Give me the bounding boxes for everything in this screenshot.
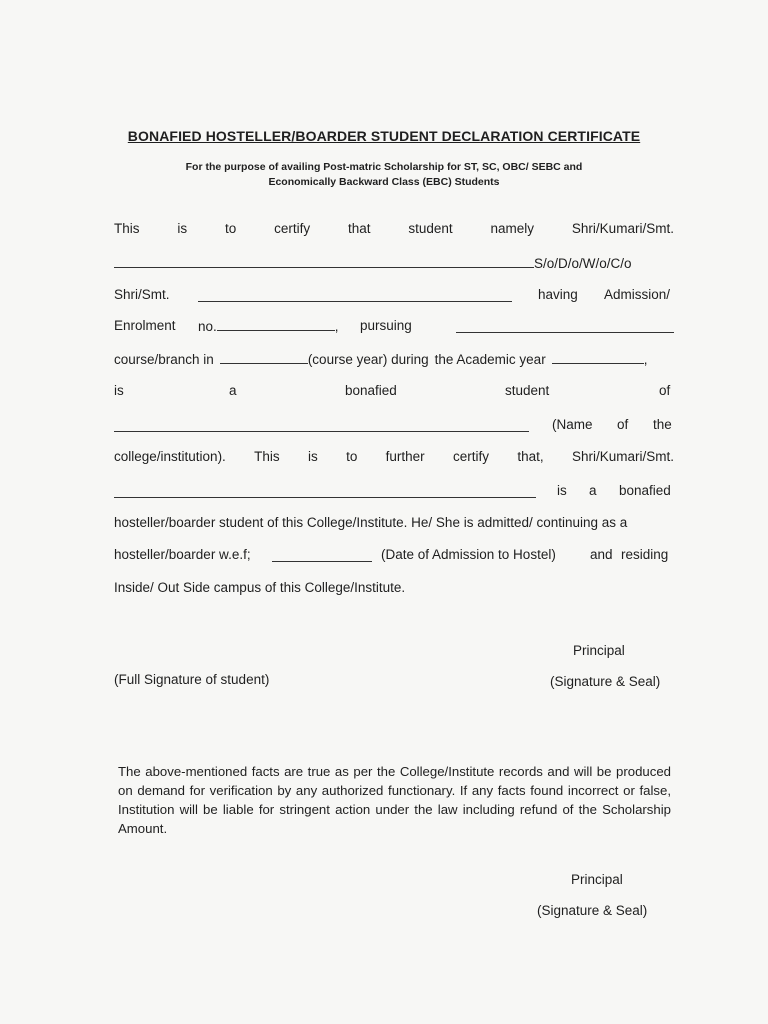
hosteller-name-field[interactable] [114,484,536,498]
of-label: of [617,417,629,432]
word: that [347,221,371,236]
word: of [659,383,671,398]
principal-label-1: Principal [573,643,625,658]
word: to [346,449,358,464]
course-branch-label: course/branch in [114,352,214,367]
having-label: having [538,287,578,302]
body-line-5 [114,350,674,369]
document-title: BONAFIED HOSTELLER/BOARDER STUDENT DECLARATION CERTIFICATE [127,128,641,144]
course-branch-field[interactable] [220,350,308,364]
residing-label: residing [621,547,669,562]
academic-year-field[interactable] [552,350,644,364]
academic-year-label: the Academic year [434,352,546,367]
no-label: no. [198,319,217,334]
admission-label: Admission/ [604,287,671,302]
course-year-label: (course year) during [307,352,429,367]
course-field[interactable] [456,319,674,333]
subtitle-line-1: For the purpose of availing Post-matric Scholarship for ST, SC, OBC/ SEBC and [185,161,583,173]
pursuing-label: pursuing [360,318,412,333]
name-label: (Name [552,417,593,432]
wef-label: hosteller/boarder w.e.f; [114,547,251,562]
word: Shri/Kumari/Smt. [571,449,674,464]
word: This [114,221,140,236]
word: a [229,383,237,398]
word: Shri/Kumari/Smt. [571,221,674,236]
the-label: the [653,417,672,432]
body-line-10 [114,514,674,532]
a-label: a [589,483,597,498]
comma: , [334,319,339,334]
body-line-1 [114,220,674,238]
word: certify [274,221,311,236]
word: that, [517,449,544,464]
enrolment-number-field[interactable] [217,317,335,331]
student-signature-label: (Full Signature of student) [114,672,270,687]
signature-seal-label-2: (Signature & Seal) [537,903,648,918]
college-name-field[interactable] [114,418,529,432]
document-subtitle [0,160,768,190]
campus-line: Inside/ Out Side campus of this College/Institute. [114,580,406,595]
word: college/institution). [114,449,226,464]
date-admission-label: (Date of Admission to Hostel) [381,547,556,562]
word: is [177,221,188,236]
word: is [307,449,318,464]
student-name-field[interactable] [114,254,534,268]
word: student [408,221,453,236]
body-line-8 [114,448,674,466]
and-label: and [590,547,613,562]
word: namely [490,221,535,236]
declaration-note: The above-mentioned facts are true as per the College/Institute records and will be produced on demand for verification by any authorized functionary. If any facts found incorrect or false, Institution will be liable for stringent action under the law including refund of the Scholarship Amount. [118,764,671,836]
body-line-2 [114,254,674,273]
relation-label: S/o/D/o/W/o/C/o [534,256,632,271]
hostel-admission-date-field[interactable] [272,548,372,562]
word: is [114,383,124,398]
enrolment-label: Enrolment [114,318,176,333]
line-text: hosteller/boarder student of this College/Institute. He/ She is admitted/ continuing as a [114,515,628,530]
enrolment-no-label [198,317,339,336]
principal-label-2: Principal [571,872,623,887]
parent-label: Shri/Smt. [114,287,170,302]
parent-name-field[interactable] [198,288,512,302]
comma: , [643,352,648,367]
word: student [505,383,550,398]
bonafied-label: bonafied [619,483,671,498]
signature-seal-label-1: (Signature & Seal) [550,674,661,689]
word: This [254,449,280,464]
is-label: is [557,483,567,498]
word: further [385,449,425,464]
subtitle-line-2: Economically Backward Class (EBC) Students [268,176,500,188]
word: bonafied [345,383,397,398]
word: certify [453,449,490,464]
word: to [224,221,237,236]
